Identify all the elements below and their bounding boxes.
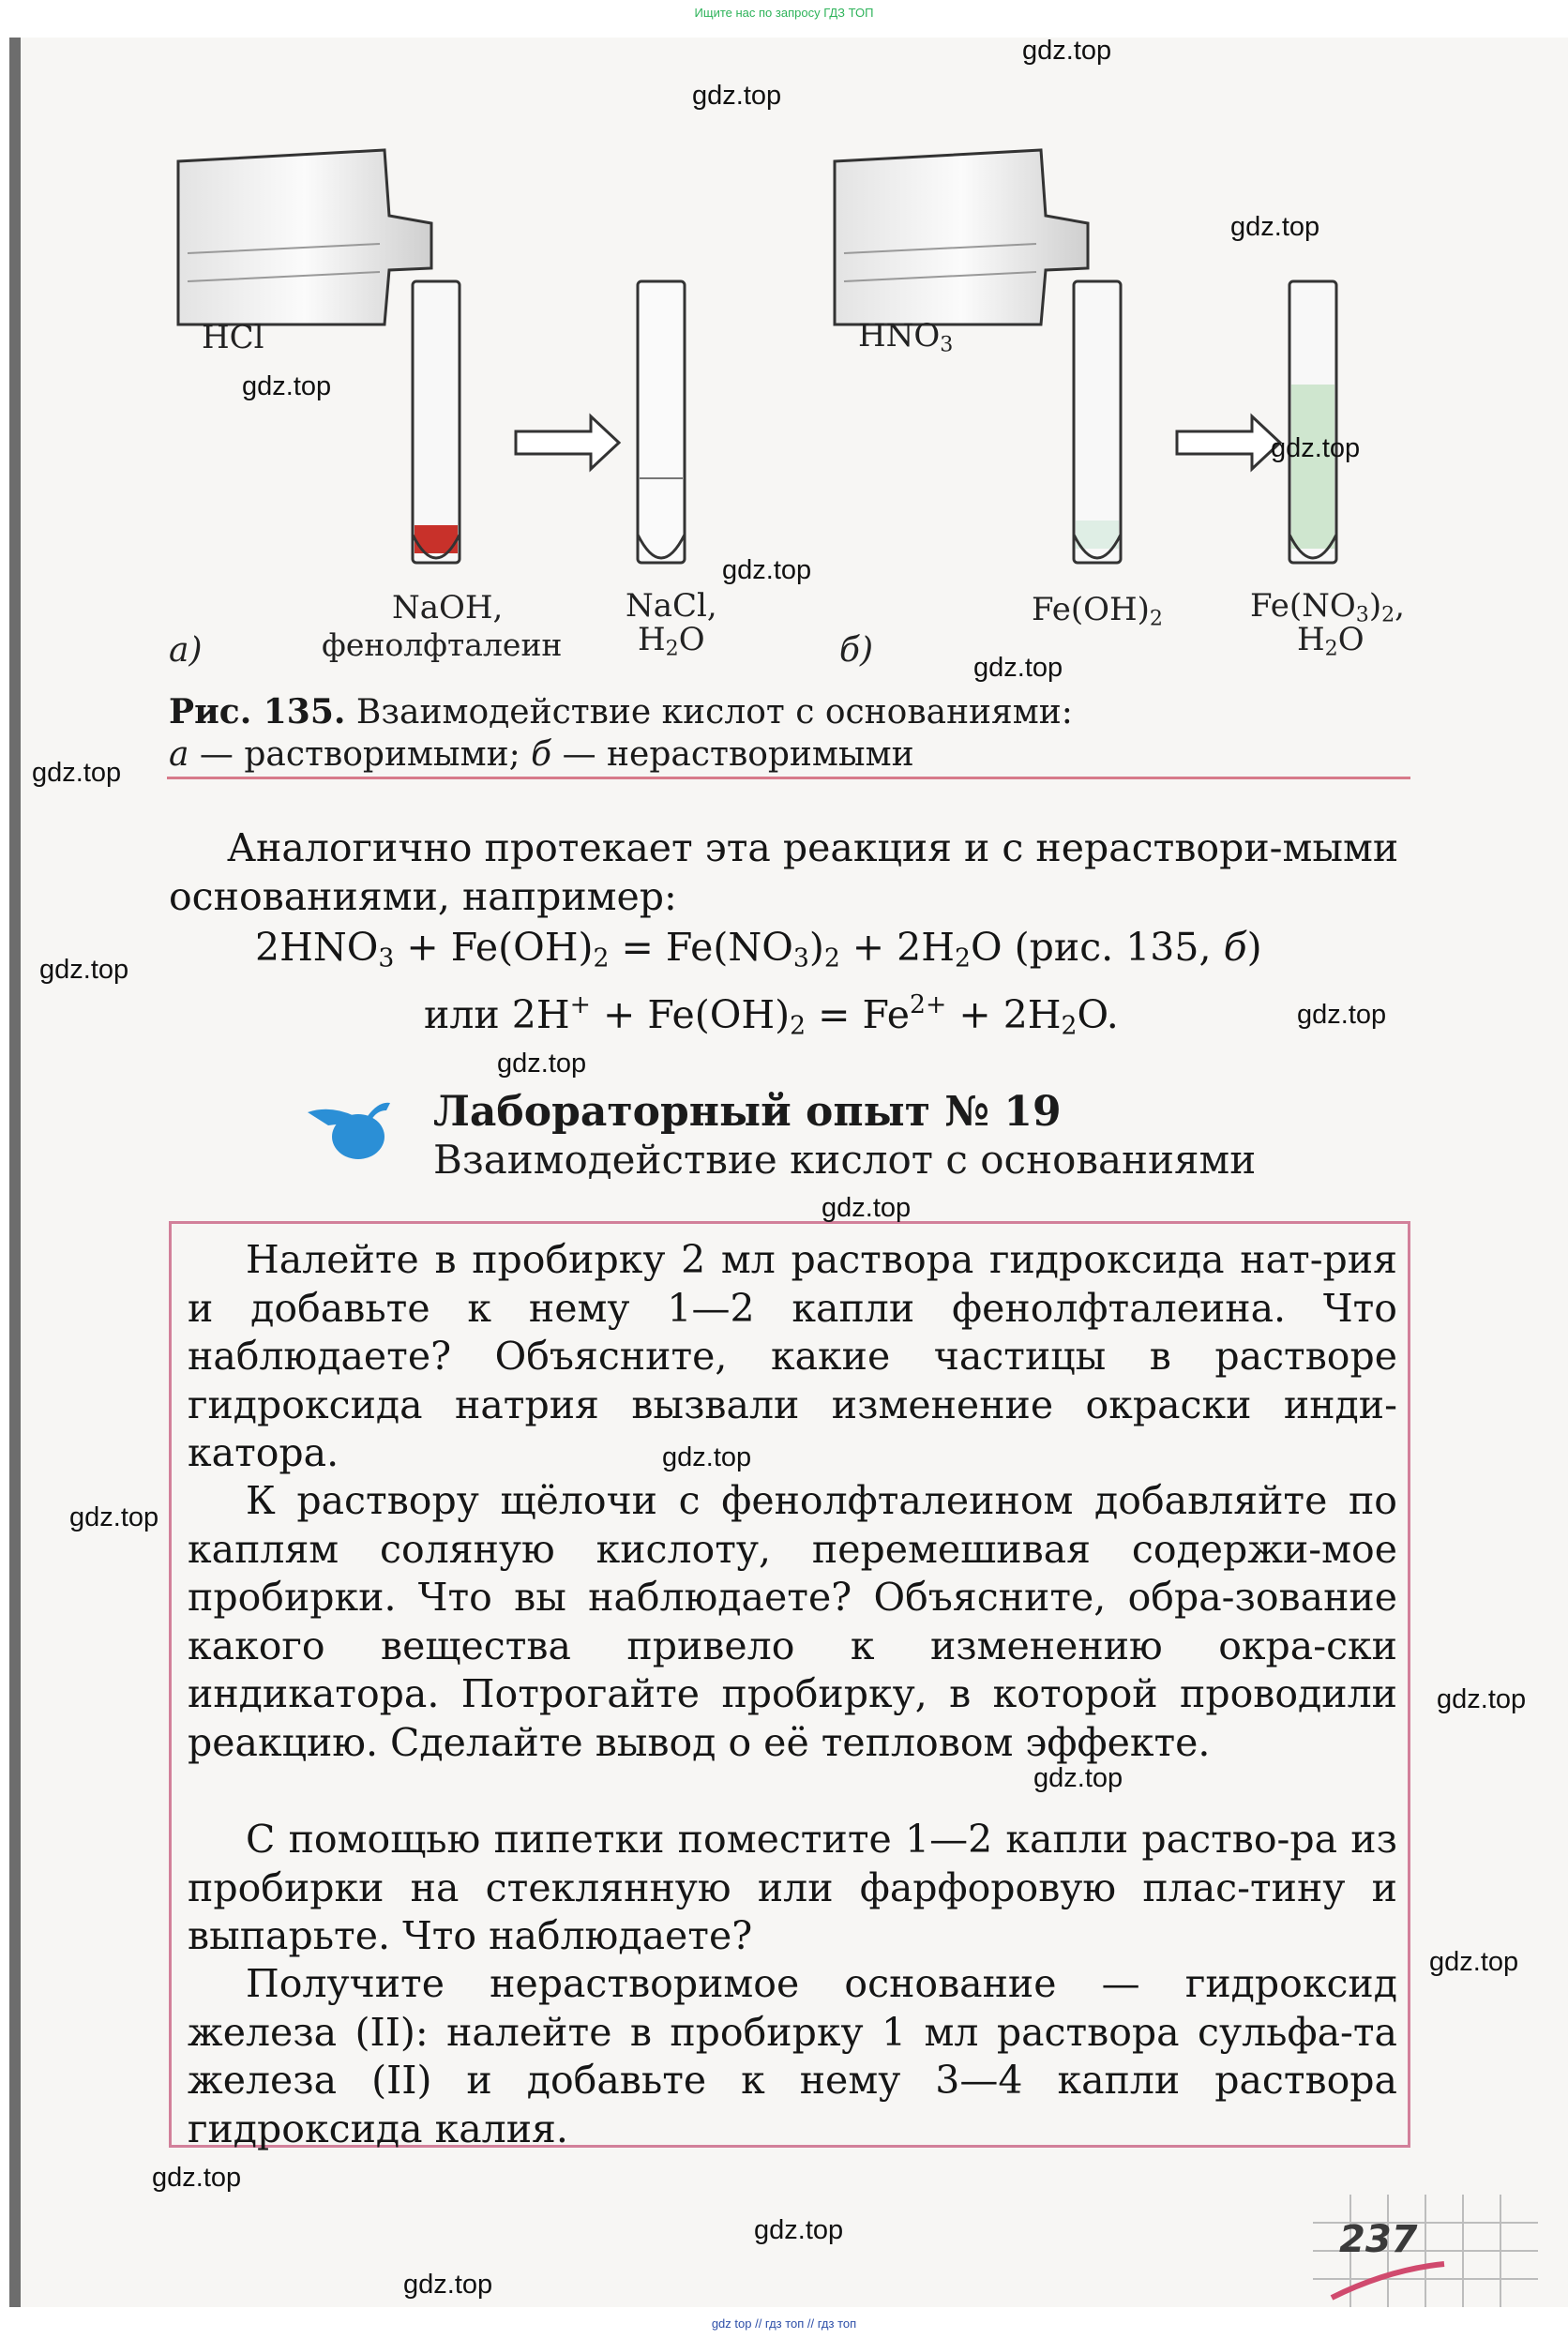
eq1-s1: 3 — [378, 943, 395, 973]
watermark: gdz.top — [1297, 1000, 1387, 1030]
figure-caption-line2 — [169, 733, 914, 777]
lab-paragraph-3: С помощью пипетки поместите 1—2 капли раство-ра из пробирки на стеклянную или фарфоровую плас-тину и выпарьте. Что наблюдаете? — [188, 1817, 1397, 1958]
watermark: gdz.top — [1437, 1684, 1527, 1714]
watermark: gdz.top — [973, 653, 1063, 683]
caption-divider — [167, 777, 1410, 779]
reaction-arrow-b — [1177, 416, 1280, 469]
eq1-p4: ) — [808, 925, 824, 970]
lab-paragraph-2: К раствору щёлочи с фенолфталеином добавляйте по каплям соляную кислоту, перемешивая содержи-мое пробирки. Что вы наблюдаете? Объясните, обра-зование какого вещества привело к изменению окра-ски индикатора. Потрогайте пробирку, в которой проводили реакцию. Сделайте вывод о её тепловом эффекте. — [188, 1478, 1397, 1765]
label-h2o-a — [638, 621, 705, 661]
watermark: gdz.top — [754, 2215, 844, 2245]
hcl-bottle — [178, 150, 431, 324]
footer-note: gdz top // гдз топ // гдз топ — [711, 2316, 857, 2331]
watermark: gdz.top — [497, 1049, 587, 1079]
eq1-p6i: б — [1223, 925, 1247, 970]
reaction-arrow-a — [516, 416, 619, 469]
test-tube-naoh — [413, 281, 460, 563]
lab-paragraph-1: Налейте в пробирку 2 мл раствора гидроксида нат-рия и добавьте к нему 1—2 капли фенолфталеина. Что наблюдаете? Объясните, какие частицы в растворе гидроксида натрия вызвали изменение окраски инди-катора. — [188, 1237, 1397, 1475]
caption-label: Рис. 135. — [169, 692, 346, 732]
eq1-p6: O (рис. 135, — [970, 925, 1224, 970]
watermark: gdz.top — [39, 955, 129, 985]
lab-subtitle: Взаимодействие кислот с основаниями — [433, 1137, 1257, 1183]
eq1-s2: 2 — [593, 943, 610, 973]
eq1-s5: 2 — [955, 943, 971, 973]
watermark: gdz.top — [662, 1442, 752, 1472]
feoh-sub: 2 — [1149, 606, 1163, 631]
h2o-a-o: O — [678, 621, 705, 658]
label-hno3-sub: 3 — [940, 332, 954, 357]
eq2-p2: + Fe(OH) — [590, 991, 791, 1037]
watermark: gdz.top — [1230, 212, 1320, 242]
feno-sub3: 3 — [1355, 602, 1369, 627]
test-tube-nacl — [638, 281, 685, 563]
eq2-p5: O. — [1077, 991, 1119, 1037]
test-tube-feoh2 — [1074, 281, 1121, 563]
label-h2o-b — [1297, 621, 1364, 661]
watermark: gdz.top — [32, 758, 122, 788]
equation-ionic — [424, 990, 1119, 1041]
eq2-sup3: 2+ — [910, 990, 947, 1019]
feno-text: Fe(NO — [1250, 587, 1356, 625]
eq1-p3: = Fe(NO — [609, 925, 793, 970]
label-hno3 — [858, 317, 953, 357]
test-tube-feno32 — [1289, 281, 1336, 563]
lab-title: Лабораторный опыт № 19 — [433, 1088, 1062, 1136]
label-hcl: HCl — [202, 319, 264, 356]
watermark: gdz.top — [1033, 1763, 1123, 1793]
watermark: gdz.top — [152, 2163, 242, 2193]
label-hno3-text: HNO — [858, 317, 941, 355]
label-feoh2 — [1032, 591, 1163, 631]
watermark: gdz.top — [722, 555, 812, 585]
label-panel-a: а) — [169, 631, 203, 670]
watermark: gdz.top — [403, 2270, 493, 2300]
watermark: gdz.top — [69, 1502, 159, 1532]
eq1-p5: + 2H — [839, 925, 956, 970]
caption-b: б — [531, 735, 552, 774]
watermark: gdz.top — [1271, 433, 1361, 463]
watermark: gdz.top — [692, 81, 782, 111]
watermark: gdz.top — [1429, 1947, 1519, 1977]
label-phenolphthalein: фенолфталеин — [322, 626, 563, 663]
figure-caption-line1 — [169, 690, 1073, 734]
feoh-text: Fe(OH) — [1032, 591, 1150, 628]
eq2-p1: или 2H — [424, 991, 570, 1037]
h2o-a-h: H — [638, 621, 666, 658]
eq2-p3: = Fe — [806, 991, 910, 1037]
caption-soluble: — растворимыми; — [199, 735, 520, 774]
caption-a: а — [169, 735, 189, 774]
page-number: 237 — [1339, 2218, 1418, 2261]
eq2-p4: + 2H — [946, 991, 1062, 1037]
caption-insoluble: — нерастворимыми — [562, 735, 914, 774]
eq1-p7: ) — [1246, 925, 1262, 970]
hno3-bottle — [835, 150, 1088, 324]
label-nacl: NaCl, — [626, 587, 717, 625]
eq2-s4: 2 — [1061, 1011, 1078, 1041]
feno-sub2: 2 — [1381, 602, 1395, 627]
lab-paragraph-4: Получите нерастворимое основание — гидроксид железа (II): налейте в пробирку 1 мл раствора сульфа-та железа (II) и добавьте к нему 3—4 капли раствора гидроксида калия. — [188, 1961, 1397, 2151]
watermark: gdz.top — [822, 1193, 912, 1223]
feno-close: ) — [1368, 587, 1382, 625]
label-naoh: NaOH, — [392, 589, 504, 626]
eq2-s2: 2 — [790, 1011, 807, 1041]
h2o-b-sub: 2 — [1324, 636, 1338, 661]
eq1-p2: + Fe(OH) — [394, 925, 594, 970]
caption-text: Взаимодействие кислот с основаниями: — [355, 693, 1073, 732]
eq2-sup1: + — [569, 990, 591, 1019]
eq1-s4: 2 — [823, 943, 840, 973]
equation-molecular — [255, 925, 1262, 973]
lab-flask-icon — [300, 1088, 413, 1163]
watermark: gdz.top — [1022, 36, 1112, 66]
h2o-b-h: H — [1297, 621, 1325, 658]
eq1-s3: 3 — [792, 943, 809, 973]
h2o-a-sub: 2 — [665, 636, 679, 661]
watermark: gdz.top — [242, 371, 332, 401]
intro-paragraph: Аналогично протекает эта реакция и с нераствори-мыми основаниями, например: — [169, 825, 1399, 919]
feno-comma: , — [1395, 587, 1405, 625]
eq1-p1: 2HNO — [255, 925, 379, 970]
header-note: Ищите нас по запросу ГДЗ ТОП — [694, 6, 874, 20]
label-panel-b: б) — [839, 631, 874, 670]
h2o-b-o: O — [1337, 621, 1364, 658]
